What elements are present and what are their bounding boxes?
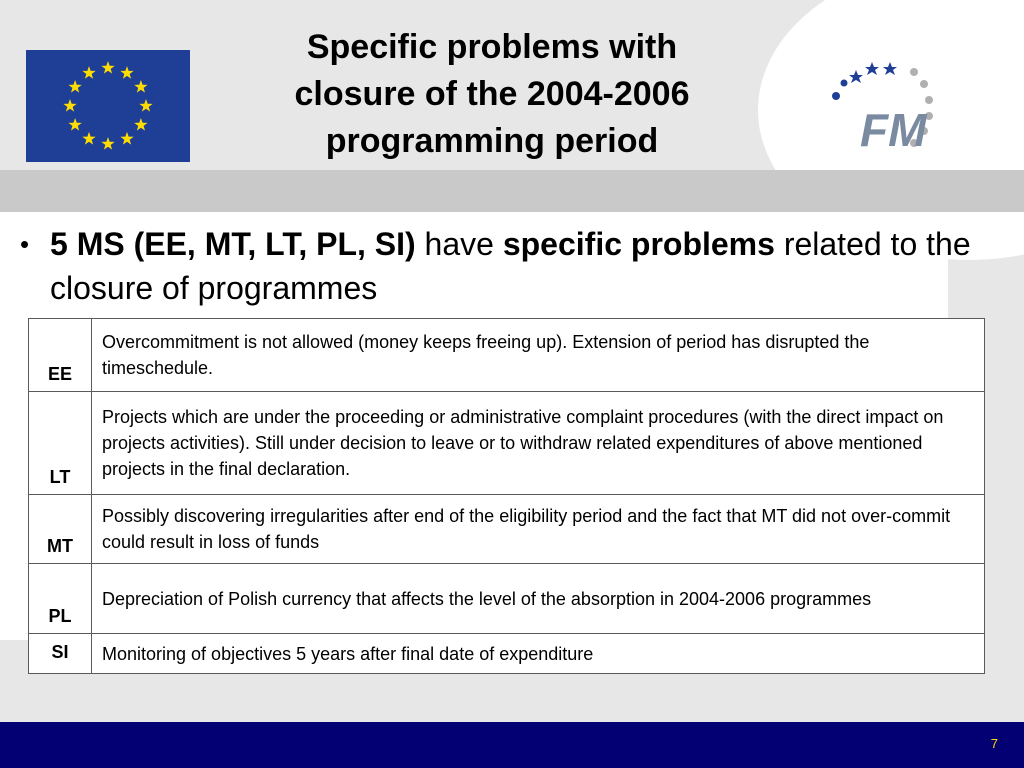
problem-description-cell: Possibly discovering irregularities after end of the eligibility period and the fact that MT did not over-commit could result in loss of funds (92, 495, 985, 564)
bullet-bold-1: 5 MS (EE, MT, LT, PL, SI) (50, 226, 416, 262)
footer-bar (0, 722, 1024, 768)
header-divider-bar (0, 170, 1024, 212)
table-row (29, 319, 985, 392)
bullet-dot: • (20, 229, 30, 259)
bullet-point (20, 222, 980, 310)
table-row (29, 564, 985, 634)
eu-star-icon (82, 66, 95, 79)
slide-title (212, 24, 772, 165)
eu-star-icon (101, 137, 114, 150)
table-row (29, 634, 985, 674)
country-code-cell: EE (29, 319, 92, 392)
eu-star-icon (68, 118, 81, 131)
eu-star-icon (134, 118, 147, 131)
eu-star-icon (120, 66, 133, 79)
bullet-text (50, 222, 980, 310)
eu-star-icon (68, 80, 81, 93)
country-code-cell: LT (29, 392, 92, 495)
eu-star-icon (120, 132, 133, 145)
fm-logo-icon (828, 56, 940, 156)
country-code-cell: SI (29, 634, 92, 674)
table-row (29, 495, 985, 564)
title-line-1: Specific problems with (306, 28, 678, 66)
problem-description-cell: Depreciation of Polish currency that affects the level of the absorption in 2004-2006 programmes (92, 564, 985, 634)
title-line-3: programming period (325, 122, 659, 160)
title-line-2: closure of the 2004-2006 (294, 75, 690, 113)
eu-flag-icon (26, 50, 190, 162)
bullet-normal-1: have (415, 226, 503, 262)
problem-description-cell: Projects which are under the proceeding or administrative complaint procedures (with the direct impact on projects activities). Still under decision to leave or to withdraw related expenditures of above mentioned projects in the final declaration. (92, 392, 985, 495)
eu-star-icon (134, 80, 147, 93)
country-code-cell: PL (29, 564, 92, 634)
bullet-bold-2: specific problems (502, 226, 775, 262)
table-row (29, 392, 985, 495)
eu-star-icon (101, 61, 114, 74)
problems-table (28, 318, 985, 674)
bullet-normal-2: related to the closure of programmes (50, 226, 971, 306)
problem-description-cell: Overcommitment is not allowed (money keeps freeing up). Extension of period has disrupted the timeschedule. (92, 319, 985, 392)
country-code-cell: MT (29, 495, 92, 564)
problem-description-cell: Monitoring of objectives 5 years after final date of expenditure (92, 634, 985, 674)
page-number: 7 (990, 736, 998, 751)
eu-star-icon (63, 99, 76, 112)
fm-logo-text: FM (860, 104, 927, 156)
eu-star-icon (82, 132, 95, 145)
eu-star-icon (139, 99, 152, 112)
